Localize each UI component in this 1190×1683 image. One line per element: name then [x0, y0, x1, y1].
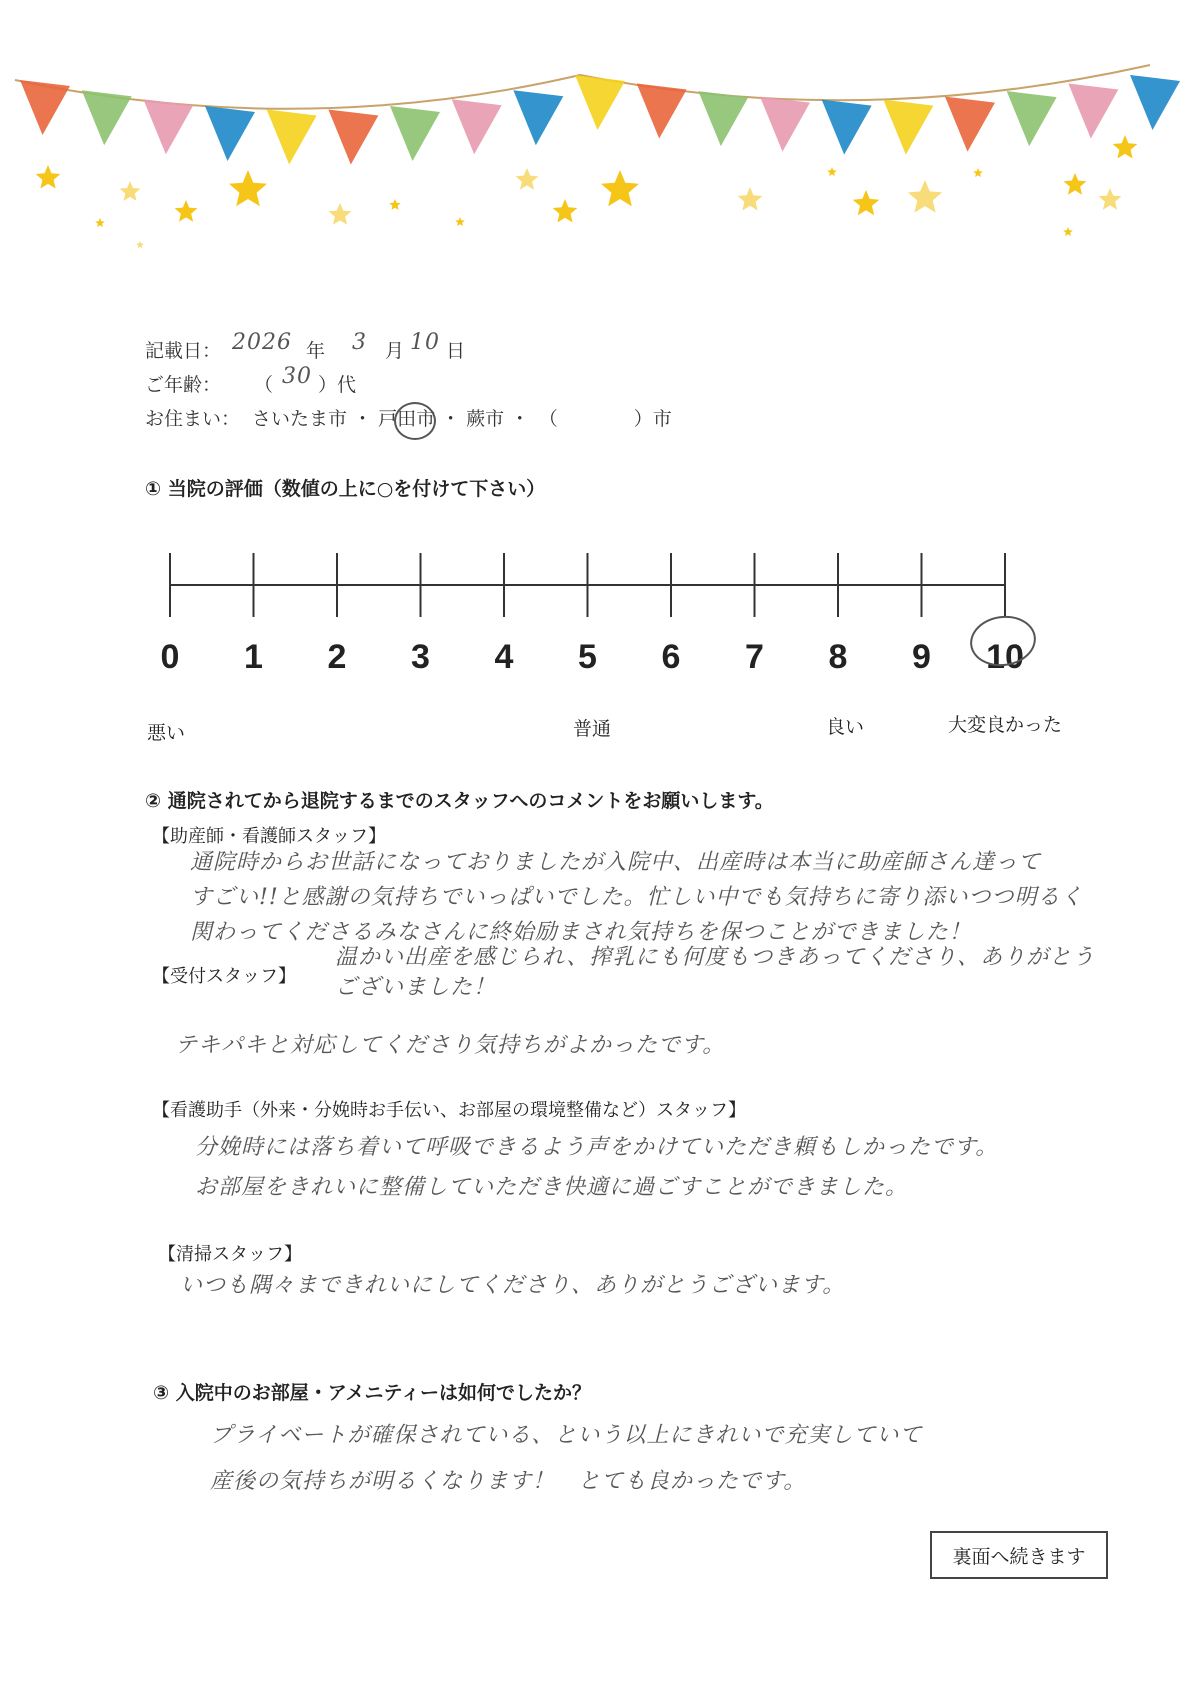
star-icon: [175, 200, 198, 222]
bunting-decoration: [0, 0, 1190, 260]
day-value: 10: [410, 330, 440, 355]
bunting-flag: [82, 90, 132, 145]
scale-label: 7: [745, 638, 764, 676]
label-good: 良い: [826, 716, 865, 738]
midwife-comment-line: ございました！: [335, 975, 497, 1000]
star-icon: [516, 168, 539, 190]
bunting-flag: [1007, 91, 1057, 146]
star-icon: [329, 203, 352, 225]
assistant-comment-line: お部屋をきれいに整備していただき快適に過ごすことができました。: [195, 1175, 909, 1200]
bunting-flag: [945, 97, 995, 152]
bunting-flag: [328, 110, 378, 165]
bunting-flag: [20, 80, 70, 135]
bunting-flags: [15, 65, 1180, 165]
bunting-flag: [575, 75, 625, 130]
scale-label: 6: [661, 638, 681, 676]
cleaning-label: 【清掃スタッフ】: [158, 1244, 302, 1265]
label-normal: 普通: [573, 718, 612, 740]
assistant-comment-line: 分娩時には落ち着いて呼吸できるよう声をかけていただき頼もしかったです。: [195, 1135, 999, 1160]
cleaning-comment: いつも隅々まできれいにしてくださり、ありがとうございます。: [180, 1273, 846, 1298]
star-icon: [908, 180, 942, 213]
scale-label: 9: [912, 638, 931, 676]
bunting-flag: [883, 100, 933, 155]
bunting-flag: [1068, 84, 1118, 139]
star-icon: [601, 170, 639, 206]
bunting-flag: [452, 99, 502, 154]
bunting-flag: [205, 106, 255, 161]
q1-title: ① 当院の評価（数値の上に○を付けて下さい）: [145, 478, 546, 500]
rating-scale: [150, 540, 1050, 680]
star-icon: [827, 167, 837, 176]
star-icon: [1113, 135, 1138, 159]
q3-comment-line: プライベートが確保されている、という以上にきれいで充実していて: [210, 1423, 923, 1448]
star-icon: [553, 199, 578, 223]
assistant-label: 【看護助手（外来・分娩時お手伝い、お部屋の環境整備など）スタッフ】: [152, 1100, 746, 1121]
age-close: ）代: [318, 374, 357, 396]
bunting-flag: [1130, 75, 1180, 130]
date-label: 記載日：: [145, 340, 222, 362]
day-unit: 日: [446, 340, 466, 362]
age-label: ご年齢：: [145, 374, 222, 396]
scale-label: 8: [828, 638, 848, 676]
bunting-flag: [637, 84, 687, 139]
q3-comment-line: 産後の気持ちが明るくなります！ とても良かったです。: [210, 1469, 807, 1494]
star-icon: [853, 190, 880, 215]
residence-options: さいたま市 ・ 戸田市 ・ 蕨市 ・ （ ）市: [252, 408, 672, 430]
scale-label: 5: [578, 638, 597, 676]
midwife-comment-line: すごい!!と感謝の気持ちでいっぱいでした。忙しい中でも気持ちに寄り添いつつ明るく: [190, 885, 1084, 910]
residence-label: お住まい：: [145, 408, 241, 430]
star-icon: [973, 168, 983, 177]
scale-label: 3: [411, 638, 430, 676]
bunting-flag: [267, 110, 317, 165]
scale-label: 2: [327, 638, 347, 676]
year-unit: 年: [306, 340, 326, 362]
age-value: 30: [282, 364, 312, 389]
midwife-comment-line: 温かい出産を感じられ、搾乳にも何度もつきあってくださり、ありがとう: [335, 945, 1096, 970]
scale-label: 4: [494, 638, 514, 676]
star-icon: [455, 217, 465, 226]
star-icon: [1063, 227, 1073, 236]
label-bad: 悪い: [147, 722, 186, 744]
label-very-good: 大変良かった: [948, 714, 1063, 736]
reception-comment: テキパキと対応してくださり気持ちがよかったです。: [175, 1033, 726, 1058]
scale-label: 0: [160, 638, 180, 676]
star-icon: [389, 199, 400, 210]
star-icon: [738, 187, 763, 211]
star-icon: [1099, 188, 1122, 210]
midwife-label: 【助産師・看護師スタッフ】: [152, 826, 386, 847]
star-icon: [36, 165, 61, 189]
stars-decoration: [36, 135, 1138, 248]
midwife-comment-line: 関わってくださるみなさんに終始励まされ気持ちを保つことができました！: [190, 920, 972, 945]
month-value: 3: [352, 330, 367, 355]
bunting-flag: [513, 90, 563, 145]
star-icon: [1064, 173, 1087, 195]
year-value: 2026: [232, 330, 292, 355]
month-unit: 月: [385, 340, 405, 362]
q2-title: ② 通院されてから退院するまでのスタッフへのコメントをお願いします。: [145, 790, 774, 812]
bunting-flag: [390, 106, 440, 161]
star-icon: [136, 241, 144, 248]
scale-label: 10: [986, 638, 1024, 676]
age-open: （: [254, 374, 274, 396]
bunting-flag: [143, 99, 193, 154]
star-icon: [229, 170, 267, 206]
continue-to-back-box: 裏面へ続きます: [930, 1531, 1108, 1579]
star-icon: [95, 218, 105, 227]
midwife-comment-line: 通院時からお世話になっておりましたが入院中、出産時は本当に助産師さん達って: [190, 850, 1042, 875]
selected-city-circle: [394, 402, 436, 440]
q3-title: ③ 入院中のお部屋・アメニティーは如何でしたか？: [153, 1382, 592, 1404]
scale-label: 1: [244, 638, 263, 676]
bunting-flag: [822, 100, 872, 155]
reception-label: 【受付スタッフ】: [152, 966, 296, 987]
star-icon: [120, 181, 141, 201]
bunting-flag: [698, 91, 748, 146]
bunting-flag: [760, 97, 810, 152]
